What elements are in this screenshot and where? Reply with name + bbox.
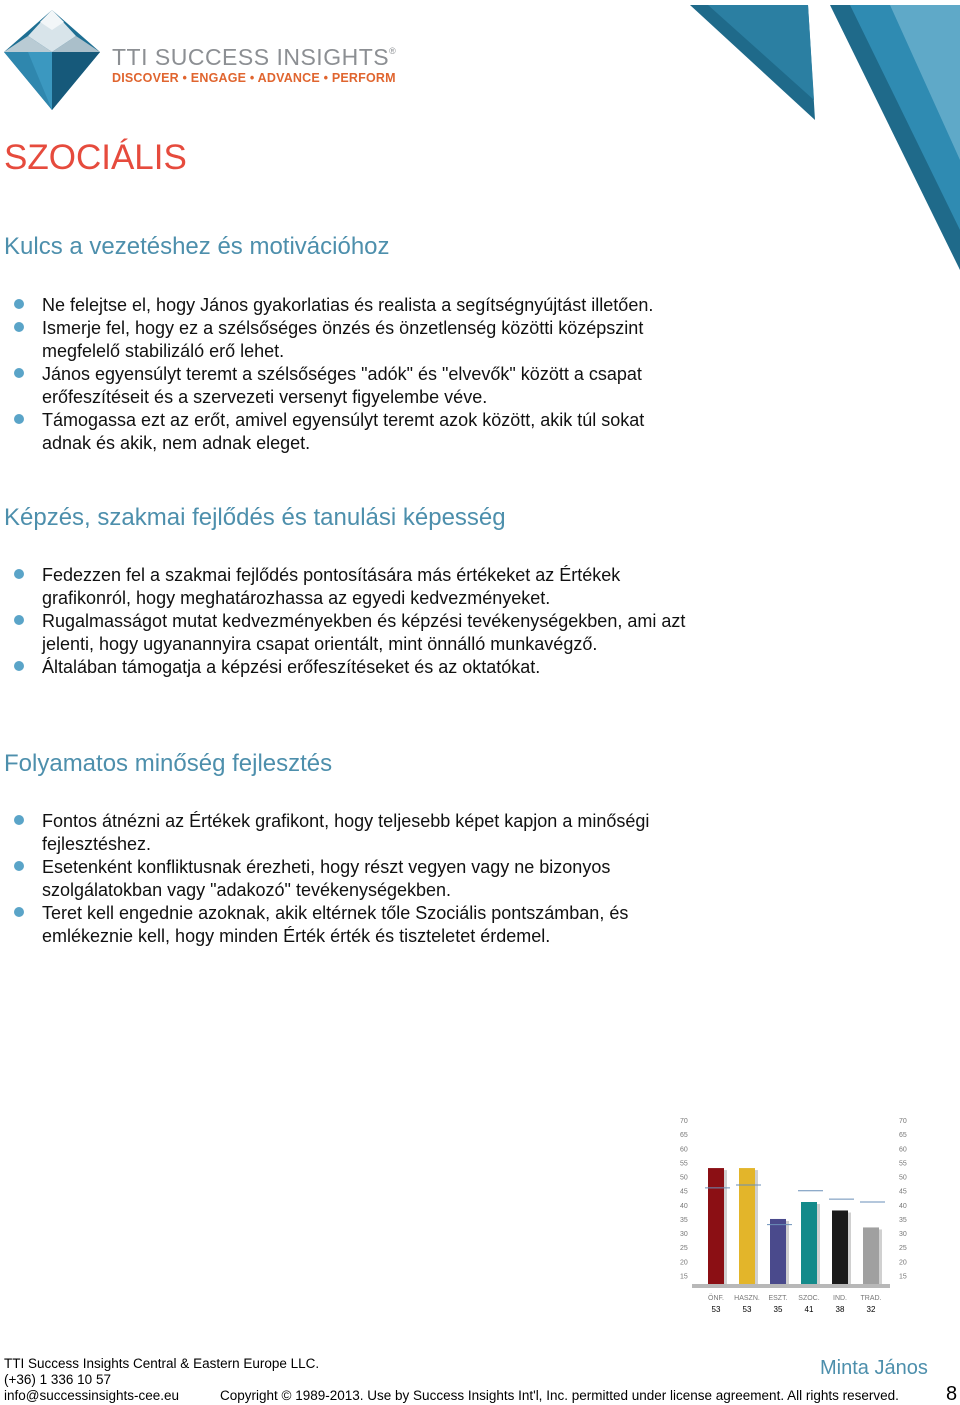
y-tick-label-left: 55 — [680, 1160, 688, 1168]
list-item: Általában támogatja a képzési erőfeszítéseket és az oktatókat. — [4, 656, 694, 679]
x-tick-label: ÖNF. — [708, 1295, 724, 1302]
y-tick-label-right: 65 — [899, 1132, 907, 1140]
y-tick-label-left: 15 — [680, 1273, 688, 1281]
page-number: 8 — [946, 1383, 958, 1405]
bullet-icon — [14, 615, 24, 625]
data-label: 41 — [804, 1305, 814, 1314]
bullet-icon — [14, 414, 24, 424]
y-tick-label-left: 50 — [680, 1174, 688, 1182]
footer-copyright: Copyright © 1989-2013. Use by Success Insights Int'l, Inc. permitted under license agreement. All rights reserved. — [220, 1388, 899, 1403]
bullet-list-quality — [4, 810, 694, 948]
chart-baseline — [692, 1284, 890, 1288]
list-item: Ne felejtse el, hogy János gyakorlatias és realista a segítségnyújtást illetően. — [4, 294, 694, 317]
bar-shadow-4 — [848, 1212, 851, 1284]
bar-shadow-1 — [755, 1170, 758, 1284]
list-item: Ismerje fel, hogy ez a szélsőséges önzés és önzetlenség közötti középszint megfelelő stabilizáló erő lehet. — [4, 317, 694, 363]
bullet-icon — [14, 861, 24, 871]
x-tick-label: IND. — [833, 1295, 847, 1302]
y-tick-label-right: 25 — [899, 1245, 907, 1253]
x-tick-label: HASZN. — [734, 1295, 760, 1302]
diamond-logo-icon — [2, 8, 102, 112]
bar-3 — [801, 1202, 817, 1284]
data-label: 53 — [742, 1305, 752, 1314]
footer-phone: (+36) 1 336 10 57 — [4, 1372, 111, 1387]
bar-4 — [832, 1210, 848, 1284]
bar-shadow-0 — [724, 1170, 727, 1284]
y-tick-label-right: 15 — [899, 1273, 907, 1281]
brand-tagline: DISCOVER • ENGAGE • ADVANCE • PERFORM — [112, 71, 396, 85]
list-item: János egyensúlyt teremt a szélsőséges "adók" és "elvevők" között a csapat erőfeszítéseit és a szervezeti versenyt figyelembe véve. — [4, 363, 694, 409]
y-tick-label-left: 35 — [680, 1216, 688, 1224]
bullet-list-motivation — [4, 294, 694, 455]
section-heading-motivation: Kulcs a vezetéshez és motivációhoz — [4, 233, 390, 260]
y-tick-label-left: 30 — [680, 1231, 688, 1239]
bar-0 — [708, 1168, 724, 1284]
bullet-icon — [14, 661, 24, 671]
y-tick-label-right: 70 — [899, 1118, 907, 1125]
y-tick-label-left: 20 — [680, 1259, 688, 1267]
list-item: Esetenként konfliktusnak érezheti, hogy részt vegyen vagy ne bizonyos szolgálatokban vagy "adakozó" tevékenységekben. — [4, 856, 694, 902]
bullet-icon — [14, 907, 24, 917]
page-title: SZOCIÁLIS — [4, 138, 187, 177]
list-item: Fedezzen fel a szakmai fejlődés pontosítására más értékeket az Értékek grafikonról, hogy meghatározhassa az egyedi kedvezményeket. — [4, 564, 694, 610]
bullet-list-training — [4, 564, 694, 679]
y-tick-label-left: 65 — [680, 1132, 688, 1140]
y-tick-label-right: 35 — [899, 1216, 907, 1224]
bullet-icon — [14, 368, 24, 378]
bullet-icon — [14, 569, 24, 579]
bar-5 — [863, 1227, 879, 1284]
x-tick-label: TRAD. — [860, 1295, 882, 1302]
y-tick-label-left: 60 — [680, 1146, 688, 1154]
bar-shadow-5 — [879, 1229, 882, 1284]
y-tick-label-right: 45 — [899, 1188, 907, 1196]
footer-company: TTI Success Insights Central & Eastern Europe LLC. — [4, 1356, 320, 1371]
y-tick-label-left: 70 — [680, 1118, 688, 1125]
data-label: 35 — [773, 1305, 783, 1314]
y-tick-label-left: 40 — [680, 1202, 688, 1210]
section-heading-training: Képzés, szakmai fejlődés és tanulási képesség — [4, 504, 506, 531]
y-tick-label-right: 55 — [899, 1160, 907, 1168]
data-label: 32 — [866, 1305, 876, 1314]
footer-person-name: Minta János — [820, 1357, 928, 1379]
bullet-icon — [14, 322, 24, 332]
y-tick-label-right: 60 — [899, 1146, 907, 1154]
y-tick-label-right: 20 — [899, 1259, 907, 1267]
y-tick-label-right: 40 — [899, 1202, 907, 1210]
y-tick-label-left: 25 — [680, 1245, 688, 1253]
section-heading-quality: Folyamatos minőség fejlesztés — [4, 750, 333, 777]
data-label: 38 — [835, 1305, 845, 1314]
bar-2 — [770, 1219, 786, 1284]
data-label: 53 — [711, 1305, 721, 1314]
bullet-icon — [14, 815, 24, 825]
list-item: Fontos átnézni az Értékek grafikont, hogy teljesebb képet kapjon a minőségi fejlesztéshez. — [4, 810, 694, 856]
bar-shadow-2 — [786, 1221, 789, 1284]
y-tick-label-left: 45 — [680, 1188, 688, 1196]
y-tick-label-right: 30 — [899, 1231, 907, 1239]
x-tick-label: ESZT. — [768, 1295, 788, 1302]
brand-name: TTI SUCCESS INSIGHTS® — [112, 44, 397, 70]
corner-stripes-decoration — [690, 0, 960, 275]
bar-shadow-3 — [817, 1204, 820, 1284]
bullet-icon — [14, 299, 24, 309]
list-item: Rugalmasságot mutat kedvezményekben és képzési tevékenységekben, ami azt jelenti, hogy ugyanannyira csapat orientált, mint önnálló munkavégző. — [4, 610, 694, 656]
values-bar-chart — [670, 1110, 920, 1325]
y-tick-label-right: 50 — [899, 1174, 907, 1182]
list-item: Teret kell engednie azoknak, akik eltérnek tőle Szociális pontszámban, és emlékeznie kell, hogy minden Érték érték és tiszteletet érdemel. — [4, 902, 694, 948]
x-tick-label: SZOC. — [798, 1295, 820, 1302]
footer-email: info@successinsights-cee.eu — [4, 1388, 180, 1403]
list-item: Támogassa ezt az erőt, amivel egyensúlyt teremt azok között, akik túl sokat adnak és akik, nem adnak eleget. — [4, 409, 694, 455]
